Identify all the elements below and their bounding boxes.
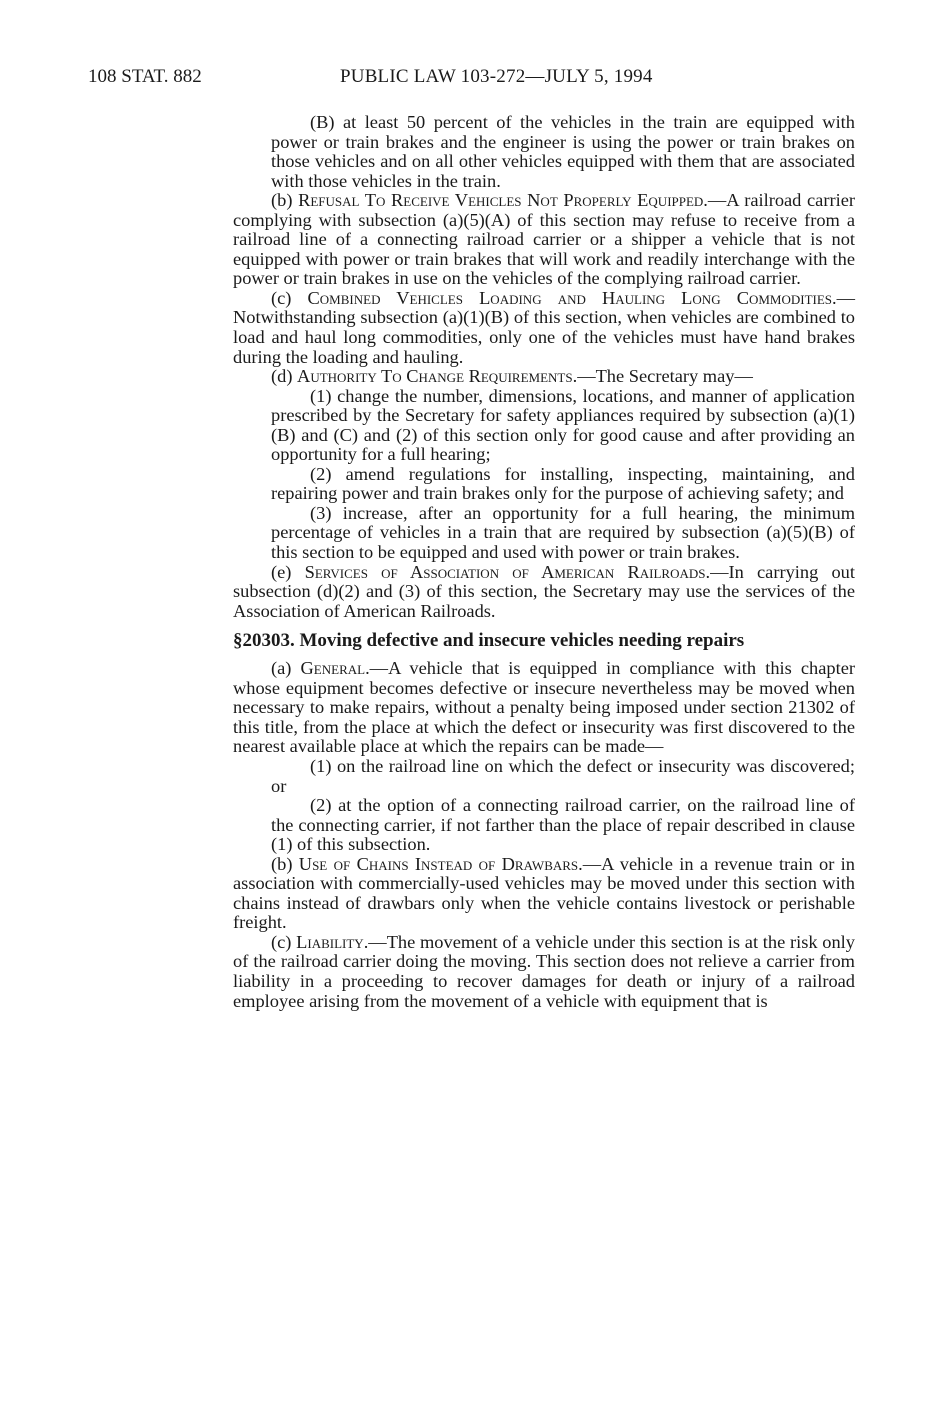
subsection-e	[233, 563, 855, 622]
running-title: PUBLIC LAW 103-272—JULY 5, 1994	[340, 66, 653, 87]
subsection-b	[233, 191, 855, 289]
subsection-d-label: (d)	[271, 366, 298, 387]
subsection-c-heading: Combined Vehicles Loading and Hauling Long Commodities.	[307, 287, 837, 308]
subsection-c-text: —Notwithstanding subsection (a)(1)(B) of this section, when vehicles are combined to load and haul long commodities, only one of the vehicles must have hand brakes during the loading and hauling.	[233, 287, 855, 367]
section-20303-a-heading: General.	[300, 658, 370, 679]
section-20303-b-label: (b)	[271, 853, 299, 874]
section-20303-a-2: (2) at the option of a connecting railroad carrier, on the railroad line of the connecting carrier, if not farther than the place of repair described in clause (1) of this subsection.	[271, 795, 855, 855]
subsection-b-text: —A railroad carrier complying with subsection (a)(5)(A) of this section may refuse to receive from a railroad line of a connecting railroad carrier or a shipper a vehicle that is not equipped with power or train brakes that will work and readily interchange with the power or train brakes in use on the vehicles of the complying railroad carrier.	[233, 190, 855, 289]
section-20303-b	[233, 855, 855, 933]
section-20303-c-text: —The movement of a vehicle under this section is at the risk only of the railroad carrier doing the moving. This section does not relieve a carrier from liability in a proceeding to recover damages for death or injury of a railroad employee arising from the movement of a vehicle with equipment that is	[233, 931, 855, 1011]
section-20303-a	[233, 659, 855, 757]
clause-a5-b: (B) at least 50 percent of the vehicles in the train are equipped with power or train brakes and the engineer is using the power or train brakes on those vehicles and on all other vehicles equipped with them that are associated with those vehicles in the train.	[271, 112, 855, 191]
section-20303-c	[233, 933, 855, 1011]
subsection-e-heading: Services of Association of American Railroads.	[304, 561, 711, 582]
subsection-c-label: (c)	[271, 287, 308, 308]
paragraph-d-2: (2) amend regulations for installing, inspecting, maintaining, and repairing power and train brakes only for the purpose of achieving safety; and	[271, 463, 855, 504]
section-20303-c-label: (c)	[271, 931, 297, 952]
subsection-c	[233, 289, 855, 367]
subsection-e-label: (e)	[271, 561, 305, 582]
page-body	[233, 113, 855, 1011]
subsection-b-label: (b)	[271, 190, 299, 211]
section-20303-c-heading: Liability.	[296, 931, 369, 952]
section-20303-a-label: (a)	[271, 658, 301, 679]
page-header	[88, 64, 868, 90]
subsection-d-text: —The Secretary may—	[577, 366, 753, 387]
stat-citation: 108 STAT. 882	[88, 66, 202, 87]
subsection-d	[233, 367, 855, 387]
paragraph-d-1: (1) change the number, dimensions, locations, and manner of application prescribed by the Secretary for safety appliances required by subsection (a)(1)(B) and (C) and (2) of this section only for good cause and after providing an opportunity for a full hearing;	[271, 385, 855, 465]
section-20303-heading: §20303. Moving defective and insecure vehicles needing repairs	[233, 630, 745, 652]
section-20303-b-text: —A vehicle in a revenue train or in association with commercially-used vehicles may be moved under this section with chains instead of drawbars only when the vehicle contains livestock or perishable freight.	[233, 853, 855, 933]
subsection-e-text: —In carrying out subsection (d)(2) and (3) of this section, the Secretary may use the services of the Association of American Railroads.	[233, 561, 855, 621]
paragraph-d-3: (3) increase, after an opportunity for a full hearing, the minimum percentage of vehicles in a train that are required by subsection (a)(5)(B) of this section to be equipped and used with power or train brakes.	[271, 502, 855, 563]
subsection-d-heading: Authority To Change Requirements.	[297, 366, 578, 387]
subsection-b-heading: Refusal To Receive Vehicles Not Properly Equipped.	[298, 190, 708, 211]
section-20303-a-1: (1) on the railroad line on which the defect or insecurity was discovered; or	[271, 755, 855, 796]
section-20303-b-heading: Use of Chains Instead of Drawbars.	[298, 853, 583, 874]
section-20303-a-text: —A vehicle that is equipped in compliance with this chapter whose equipment becomes defective or insecure nevertheless may be moved when necessary to make repairs, without a penalty being imposed under section 21302 of this title, from the place at which the defect or insecurity was first discovered to the nearest available place at which the repairs can be made—	[233, 658, 855, 757]
